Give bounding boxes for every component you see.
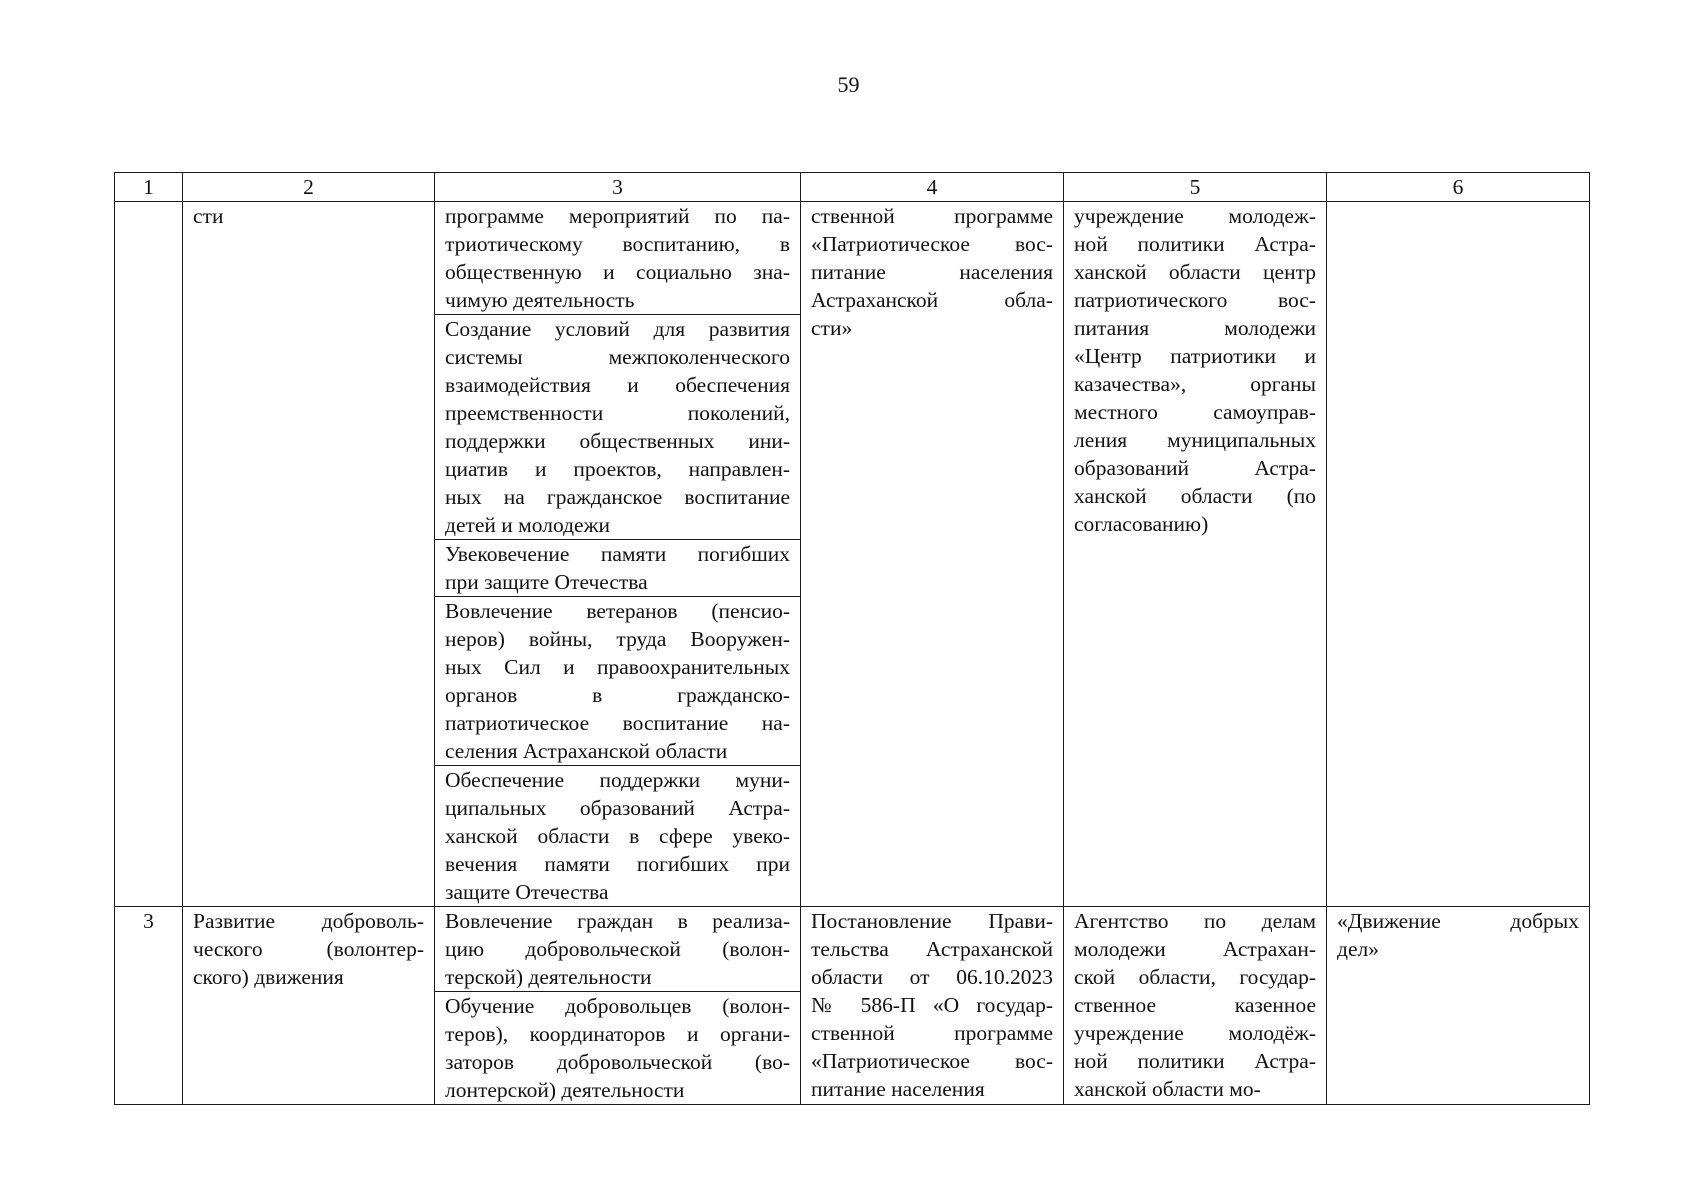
row-number-cell — [115, 202, 183, 907]
text-line: общественную и социально зна- — [445, 260, 790, 284]
text-line: системы межпоколенческого — [445, 345, 790, 369]
document-cell — [801, 907, 1064, 1105]
text-line: ханской области мо- — [1074, 1077, 1261, 1101]
text-line: «Центр патриотики и — [1074, 344, 1316, 368]
text-line: ных на гражданское воспитание — [445, 485, 790, 509]
text-line: «Движение добрых — [1337, 909, 1579, 933]
text-line: поддержки общественных ини- — [445, 429, 790, 453]
row-number-cell: 3 — [115, 907, 183, 1105]
text-line: ных Сил и правоохранительных — [445, 655, 790, 679]
task-name-cell — [183, 202, 435, 907]
activity-item — [435, 907, 800, 992]
text-line: тельства Астраханской — [811, 937, 1053, 961]
text-line: «Патриотическое вос- — [811, 232, 1053, 256]
text-line: Развитие доброволь- — [193, 909, 424, 933]
text-line: Вовлечение ветеранов (пенсио- — [445, 599, 790, 623]
activities-cell — [435, 907, 801, 1105]
text-line: Постановление Прави- — [811, 909, 1053, 933]
project-cell — [1327, 907, 1590, 1105]
column-header-1: 1 — [115, 173, 183, 202]
activity-item — [435, 766, 800, 907]
text-line: ханской области центр — [1074, 260, 1316, 284]
text-line: дел» — [1337, 937, 1379, 961]
page-number: 59 — [837, 72, 860, 97]
activities-list — [435, 202, 800, 906]
text-line: учреждение молодеж- — [1074, 204, 1316, 228]
text-line: питание населения — [811, 1077, 985, 1101]
text-line: молодежи Астрахан- — [1074, 937, 1316, 961]
text-line: сти — [193, 204, 224, 228]
text-line: триотическому воспитанию, в — [445, 232, 790, 256]
text-line: ной политики Астра- — [1074, 232, 1316, 256]
text-line: местного самоуправ- — [1074, 400, 1316, 424]
activity-item — [435, 540, 800, 597]
text-line: теров), координаторов и органи- — [445, 1022, 790, 1046]
text-line: ственной программе — [811, 204, 1053, 228]
text-line: детей и молодежи — [445, 513, 610, 537]
text-line: питание населения — [811, 260, 1053, 284]
text-line: органов в гражданско- — [445, 683, 790, 707]
text-line: казачества», органы — [1074, 372, 1316, 396]
text-line: ной политики Астра- — [1074, 1049, 1316, 1073]
text-line: селения Астраханской области — [445, 739, 728, 763]
text-line: ственное казенное — [1074, 993, 1316, 1017]
text-line: патриотического вос- — [1074, 288, 1316, 312]
text-line: неров) войны, труда Вооружен- — [445, 627, 790, 651]
text-line: «Патриотическое вос- — [811, 1049, 1053, 1073]
text-line: согласованию) — [1074, 512, 1209, 536]
text-line: преемственности поколений, — [445, 401, 790, 425]
table-row-3 — [115, 907, 1590, 1105]
activities-list — [435, 907, 800, 1104]
column-header-2: 2 — [183, 173, 435, 202]
table-row-continued — [115, 202, 1590, 907]
text-line: ханской области (по — [1074, 484, 1316, 508]
text-line: заторов добровольческой (во- — [445, 1050, 790, 1074]
column-header-4: 4 — [801, 173, 1064, 202]
table-header-row — [115, 173, 1590, 202]
activity-item — [435, 202, 800, 315]
text-line: лонтерской) деятельности — [445, 1078, 685, 1102]
text-line: при защите Отечества — [445, 570, 648, 594]
text-line: ханской области в сфере увеко- — [445, 824, 790, 848]
text-line: ственной программе — [811, 1021, 1053, 1045]
task-name-lines — [193, 202, 424, 230]
column-header-3: 3 — [435, 173, 801, 202]
text-line: образований Астра- — [1074, 456, 1316, 480]
activities-cell — [435, 202, 801, 907]
executor-cell — [1064, 907, 1327, 1105]
text-line: Создание условий для развития — [445, 317, 790, 341]
text-line: ческого (волонтер- — [193, 937, 424, 961]
text-line: защите Отечества — [445, 880, 609, 904]
text-line: терской) деятельности — [445, 965, 652, 989]
text-line: ского) движения — [193, 965, 344, 989]
text-line: № 586-П «О государ- — [811, 993, 1053, 1017]
text-line: ципальных образований Астра- — [445, 796, 790, 820]
text-line: сти» — [811, 316, 853, 340]
text-line: области от 06.10.2023 — [811, 965, 1053, 989]
activity-item — [435, 597, 800, 766]
text-line: Астраханской обла- — [811, 288, 1053, 312]
text-line: ской области, государ- — [1074, 965, 1316, 989]
text-line: чимую деятельность — [445, 288, 635, 312]
project-cell — [1327, 202, 1590, 907]
column-header-6: 6 — [1327, 173, 1590, 202]
text-line: патриотическое воспитание на- — [445, 711, 790, 735]
column-header-5: 5 — [1064, 173, 1327, 202]
executor-cell — [1064, 202, 1327, 907]
text-line: Обеспечение поддержки муни- — [445, 768, 790, 792]
text-line: вечения памяти погибших при — [445, 852, 790, 876]
task-name-cell — [183, 907, 435, 1105]
text-line: ления муниципальных — [1074, 428, 1316, 452]
text-line: Вовлечение граждан в реализа- — [445, 909, 790, 933]
text-line: Обучение добровольцев (волон- — [445, 994, 790, 1018]
text-line: Агентство по делам — [1074, 909, 1316, 933]
activity-item — [435, 992, 800, 1105]
text-line: взаимодействия и обеспечения — [445, 373, 790, 397]
document-cell — [801, 202, 1064, 907]
activity-item — [435, 315, 800, 540]
program-table — [114, 172, 1590, 1105]
text-line: учреждение молодёж- — [1074, 1021, 1316, 1045]
text-line: цию добровольческой (волон- — [445, 937, 790, 961]
text-line: программе мероприятий по па- — [445, 204, 790, 228]
text-line: Увековечение памяти погибших — [445, 542, 790, 566]
text-line: питания молодежи — [1074, 316, 1316, 340]
text-line: циатив и проектов, направлен- — [445, 457, 790, 481]
